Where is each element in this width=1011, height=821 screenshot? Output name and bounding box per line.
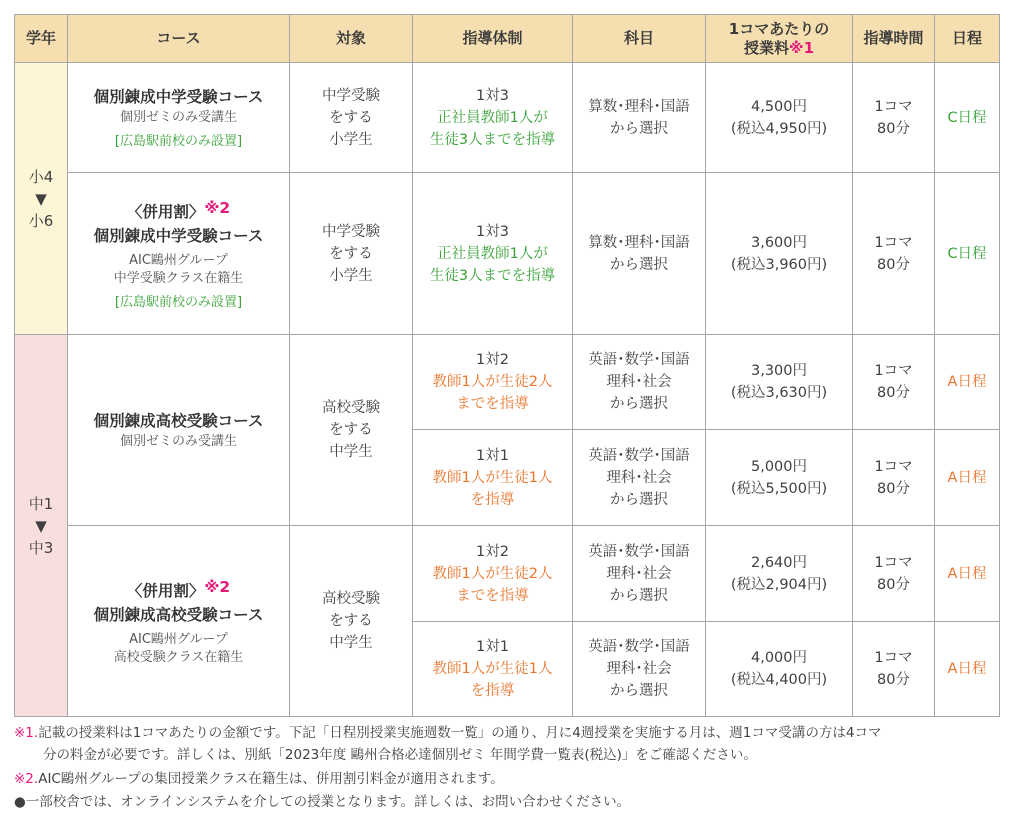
header-fee-mark: ※1 [788,38,815,57]
header-system: 指導体制 [413,15,573,63]
system-cell: 1対1 教師1人が生徒1人 を指導 [413,430,573,526]
header-target: 対象 [290,15,413,63]
header-fee-line2: 授業料 [743,38,789,57]
subjects-cell: 英語･数学･国語 理科･社会 から選択 [573,430,706,526]
footnote-3: ●一部校舎では、オンラインシステムを介しての授業となります。詳しくは、お問い合わせください。 [14,794,631,810]
schedule-cell: A日程 [935,430,1000,526]
header-grade: 学年 [15,15,68,63]
target-cell: 高校受験 をする 中学生 [290,526,413,717]
schedule-cell: A日程 [935,335,1000,430]
subjects-cell: 英語･数学･国語 理科･社会 から選択 [573,335,706,430]
course-cell: 個別錬成高校受験コース 個別ゼミのみ受講生 [68,335,290,526]
duration-cell: 1コマ 80分 [853,335,935,430]
grade-junior: 中1 ▼ 中3 [15,335,68,717]
footnote-2-mark: ※2. [14,771,39,787]
subjects-cell: 算数･理科･国語 から選択 [573,63,706,173]
subjects-cell: 英語･数学･国語 理科･社会 から選択 [573,622,706,717]
system-cell: 1対3 正社員教師1人が 生徒3人までを指導 [413,63,573,173]
table-row [15,63,1000,173]
course-cell: 〈併用割〉※2 個別錬成中学受験コース AIC鷗州グループ 中学受験クラス在籍生 [広島駅前校のみ設置] [68,173,290,335]
tuition-table [14,14,1000,717]
schedule-cell: A日程 [935,526,1000,622]
header-schedule: 日程 [935,15,1000,63]
duration-cell: 1コマ 80分 [853,63,935,173]
course-cell: 個別錬成中学受験コース 個別ゼミのみ受講生 [広島駅前校のみ設置] [68,63,290,173]
system-cell: 1対3 正社員教師1人が 生徒3人までを指導 [413,173,573,335]
duration-cell: 1コマ 80分 [853,622,935,717]
fee-cell: 5,000円 (税込5,500円) [706,430,853,526]
schedule-cell: A日程 [935,622,1000,717]
grade-elementary: 小4 ▼ 小6 [15,63,68,335]
schedule-cell: C日程 [935,173,1000,335]
fee-cell: 4,000円 (税込4,400円) [706,622,853,717]
header-duration: 指導時間 [853,15,935,63]
target-cell: 中学受験 をする 小学生 [290,63,413,173]
header-fee-line1: 1コマあたりの [728,19,830,38]
target-cell: 高校受験 をする 中学生 [290,335,413,526]
header-course: コース [68,15,290,63]
fee-cell: 2,640円 (税込2,904円) [706,526,853,622]
course-cell: 〈併用割〉※2 個別錬成高校受験コース AIC鷗州グループ 高校受験クラス在籍生 [68,526,290,717]
target-cell: 中学受験 をする 小学生 [290,173,413,335]
system-cell: 1対1 教師1人が生徒1人 を指導 [413,622,573,717]
subjects-cell: 英語･数学･国語 理科･社会 から選択 [573,526,706,622]
fee-cell: 3,600円 (税込3,960円) [706,173,853,335]
system-cell: 1対2 教師1人が生徒2人 までを指導 [413,526,573,622]
duration-cell: 1コマ 80分 [853,173,935,335]
footnote-1: ※1.記載の授業料は1コマあたりの金額です。下記「日程別授業実施週数一覧」の通り、月に4週授業を実施する月は、週1コマ受講の方は4コマ 分の料金が必要です。詳しくは、別紙「2023年度 鷗州合格必達個別ゼミ 年間学費一覧表(税込)」をご確認ください。 [14,725,882,763]
fee-cell: 4,500円 (税込4,950円) [706,63,853,173]
system-cell: 1対2 教師1人が生徒2人 までを指導 [413,335,573,430]
schedule-cell: C日程 [935,63,1000,173]
table-row [15,173,1000,335]
footnote-1-mark: ※1. [14,725,39,741]
table-row [15,335,1000,430]
duration-cell: 1コマ 80分 [853,430,935,526]
table-row [15,526,1000,622]
footnote-2: ※2.AIC鷗州グループの集団授業クラス在籍生は、併用割引料金が適用されます。 [14,771,504,787]
header-subjects: 科目 [573,15,706,63]
duration-cell: 1コマ 80分 [853,526,935,622]
fee-cell: 3,300円 (税込3,630円) [706,335,853,430]
subjects-cell: 算数･理科･国語 から選択 [573,173,706,335]
header-row [15,15,1000,63]
header-fee [706,15,853,63]
